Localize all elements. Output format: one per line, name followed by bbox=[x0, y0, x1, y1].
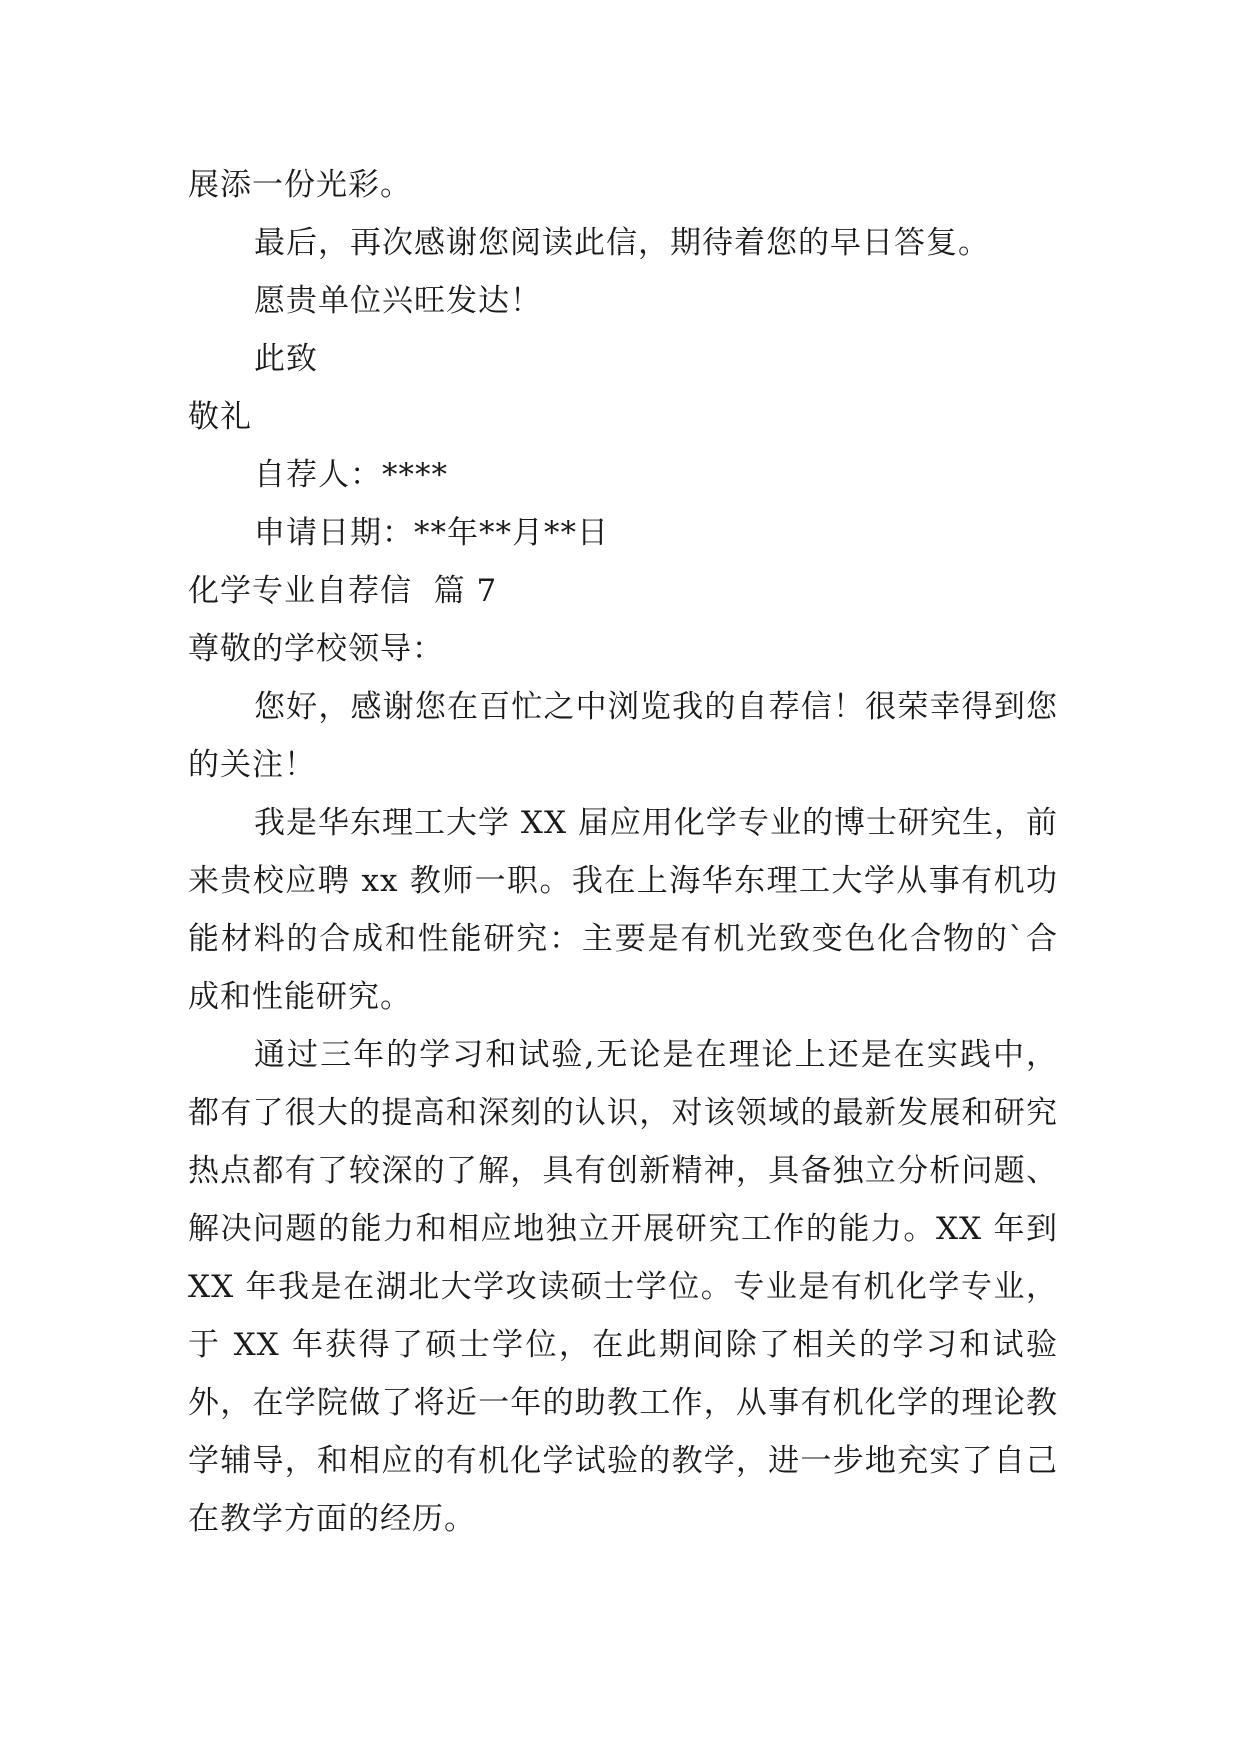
document-body bbox=[188, 156, 1058, 1548]
section-heading: 化学专业自荐信 篇 7 bbox=[188, 573, 498, 609]
closing-wish: 愿贵单位兴旺发达！ bbox=[254, 283, 542, 319]
paragraph-2: 我是华东理工大学 XX 届应用化学专业的博士研究生，前来贵校应聘 xx 教师一职。我在上海华东理工大学从事有机功能材料的合成和性能研究：主要是有机光致变色化合物的`合成和性能研究。 bbox=[188, 805, 1058, 1015]
paragraph-3: 通过三年的学习和试验,无论是在理论上还是在实践中，都有了很大的提高和深刻的认识，对该领域的最新发展和研究热点都有了较深的了解，具有创新精神，具备独立分析问题、解决问题的能力和相应地独立开展研究工作的能力。XX 年到 XX 年我是在湖北大学攻读硕士学位。专业是有机化学专业，于 XX 年获得了硕士学位，在此期间除了相关的学习和试验外，在学院做了将近一年的助教工作，从事有机化学的理论教学辅导，和相应的有机化学试验的教学，进一步地充实了自己在教学方面的经历。 bbox=[188, 1037, 1058, 1537]
closing-thanks: 最后，再次感谢您阅读此信，期待着您的早日答复。 bbox=[254, 225, 990, 261]
salutation-line-2: 敬礼 bbox=[188, 399, 252, 435]
greeting-line: 尊敬的学校领导： bbox=[188, 631, 444, 667]
continuation-line: 展添一份光彩。 bbox=[188, 167, 412, 203]
paragraph-1: 您好，感谢您在百忙之中浏览我的自荐信！很荣幸得到您的关注！ bbox=[188, 689, 1058, 783]
signer-line: 自荐人：**** bbox=[254, 457, 448, 493]
date-line: 申请日期：**年**月**日 bbox=[254, 515, 609, 551]
salutation-line-1: 此致 bbox=[254, 341, 318, 377]
